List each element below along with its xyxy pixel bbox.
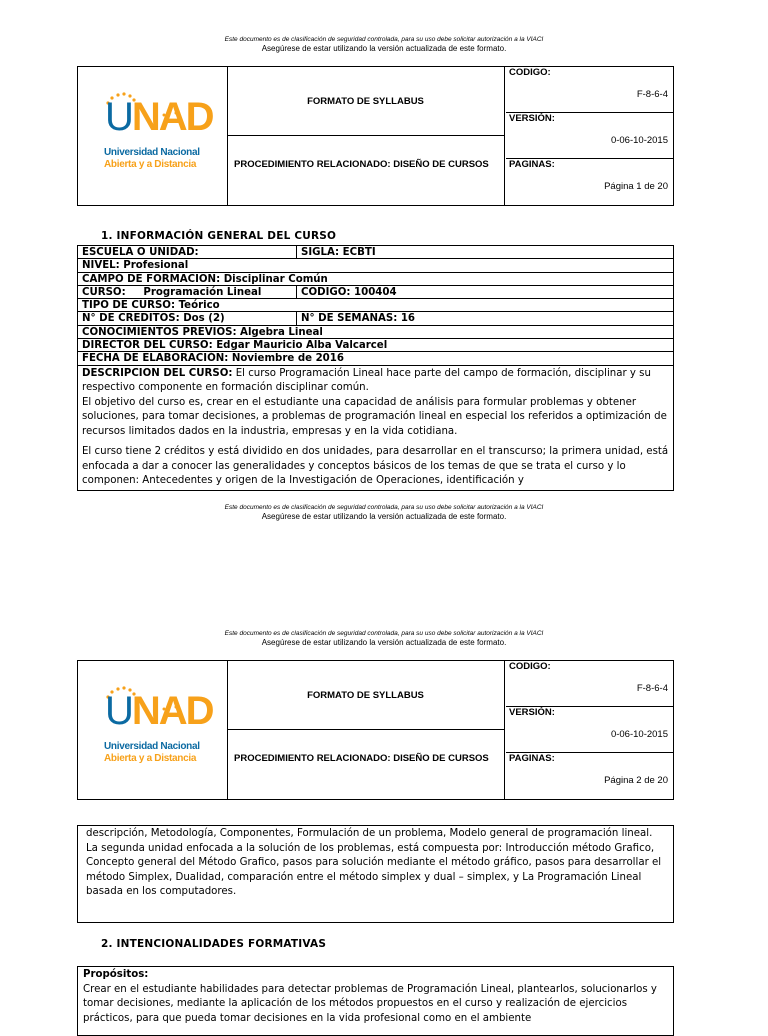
security-notice-footer: Este documento es de clasificación de seguridad controlada, para su uso debe solicitar autorización a la VIACI Asegúrese de estar utilizando la versión actualizada de este formato. (224, 504, 544, 521)
security-notice-page2: Este documento es de clasificación de seguridad controlada, para su uso debe solicitar autorización a la VIACI Asegúrese de estar utilizando la versión actualizada de este formato. (224, 630, 544, 647)
logo-line2: Abierta y a Distancia (104, 159, 197, 170)
syllabus-header (77, 66, 674, 206)
description-continued: descripción, Metodología, Componentes, Formulación de un problema, Modelo general de programación lineal. La segunda unidad enfocada a la solución de los problemas, está compuesta por: Introducción método Grafico, Concepto general del Método Grafico, pasos para solución mediante el método gráfico, pasos para desarrollar el método Simplex, Dualidad, comparación entre el método simplex y dual – simplex, y La Programación Lineal basada en los computadores. (77, 825, 674, 923)
security-notice (0, 35, 768, 54)
notice-line2: Asegúrese de estar utilizando la versión actualizada de este formato. (261, 44, 507, 53)
row-fecha: FECHA DE ELABORACIÓN: Noviembre de 2016 (78, 352, 673, 365)
logo-cell (78, 67, 228, 205)
row-conocimientos: CONOCIMIENTOS PREVIOS: Algebra Lineal (78, 326, 673, 339)
version-cell: VERSIÓN: 0-06-10-2015 (506, 113, 673, 159)
version-cell: VERSIÓN: 0-06-10-2015 (506, 707, 673, 753)
logo-line2: Abierta y a Distancia (104, 753, 197, 764)
logo-line1: Universidad Nacional (104, 741, 200, 752)
row-nivel: NIVEL: Profesional (78, 259, 673, 272)
unad-logo (104, 685, 213, 765)
notice-line1: Este documento es de clasificación de seguridad controlada, para su uso debe solicitar autorización a la VIACI (224, 36, 544, 43)
course-description: DESCRIPCION DEL CURSO: El curso Programación Lineal hace parte del campo de formación, disciplinar y su respectivo componente en formación disciplinar común. El objetivo del curso es, crear en el estudiante una capacidad de análisis para formular problemas y obtener soluciones, para tomar decisiones, a problemas de programación lineal en especial los referidos a optimización de recursos limitados dados en la industria, empresas y en la vida cotidiana. El curso tiene 2 créditos y está dividido en dos unidades, para desarrollar en el transcurso; la primera unidad, está enfocada a dar a conocer las generalidades y conceptos básicos de los temas de que se trata el curso y lo componen: Antecedentes y origen de la Investigación de Operaciones, identificación y (82, 367, 669, 487)
unad-wordmark: UNAD (105, 95, 213, 139)
unad-wordmark: UNAD (105, 689, 213, 733)
propositos-box (77, 966, 674, 1036)
row-curso: CURSO: Programación Lineal CODIGO: 100404 (78, 286, 673, 299)
row-director: DIRECTOR DEL CURSO: Edgar Mauricio Alba Valcarcel (78, 339, 673, 352)
format-title: FORMATO DE SYLLABUS (227, 67, 505, 136)
propositos-label: Propósitos: (83, 969, 149, 980)
unad-logo (104, 91, 213, 171)
propositos-text: Crear en el estudiante habilidades para detectar problemas de Programación Lineal, plantearlos, solucionarlos y tomar decisiones, mediante la aplicación de los métodos propuestos en el curso y realización de ejercicios prácticos, para que pueda tomar decisiones en la vida profesional como en el ambiente (83, 983, 657, 1024)
section2-title: 2. INTENCIONALIDADES FORMATIVAS (101, 938, 327, 950)
paginas-cell: PAGINAS: Página 2 de 20 (509, 753, 668, 786)
logo-line1: Universidad Nacional (104, 147, 200, 158)
section1-title: 1. INFORMACIÓN GENERAL DEL CURSO (101, 230, 337, 242)
logo-cell (78, 661, 228, 799)
row-escuela: ESCUELA O UNIDAD: SIGLA: ECBTI (78, 246, 673, 259)
codigo-cell: CODIGO: F-8-6-4 (506, 661, 673, 707)
paginas-cell: PAGINAS: Página 1 de 20 (509, 159, 668, 192)
course-info-table (77, 245, 674, 491)
row-tipo: TIPO DE CURSO: Teórico (78, 299, 673, 312)
syllabus-header-page2 (77, 660, 674, 800)
procedure-text: PROCEDIMIENTO RELACIONADO: DISEÑO DE CURSOS (227, 136, 505, 205)
format-title: FORMATO DE SYLLABUS (227, 661, 505, 730)
procedure-text: PROCEDIMIENTO RELACIONADO: DISEÑO DE CURSOS (227, 730, 505, 799)
row-creditos: N° DE CREDITOS: Dos (2) N° DE SEMANAS: 16 (78, 312, 673, 325)
row-campo: CAMPO DE FORMACION: Disciplinar Común (78, 273, 673, 286)
codigo-cell: CODIGO: F-8-6-4 (506, 67, 673, 113)
